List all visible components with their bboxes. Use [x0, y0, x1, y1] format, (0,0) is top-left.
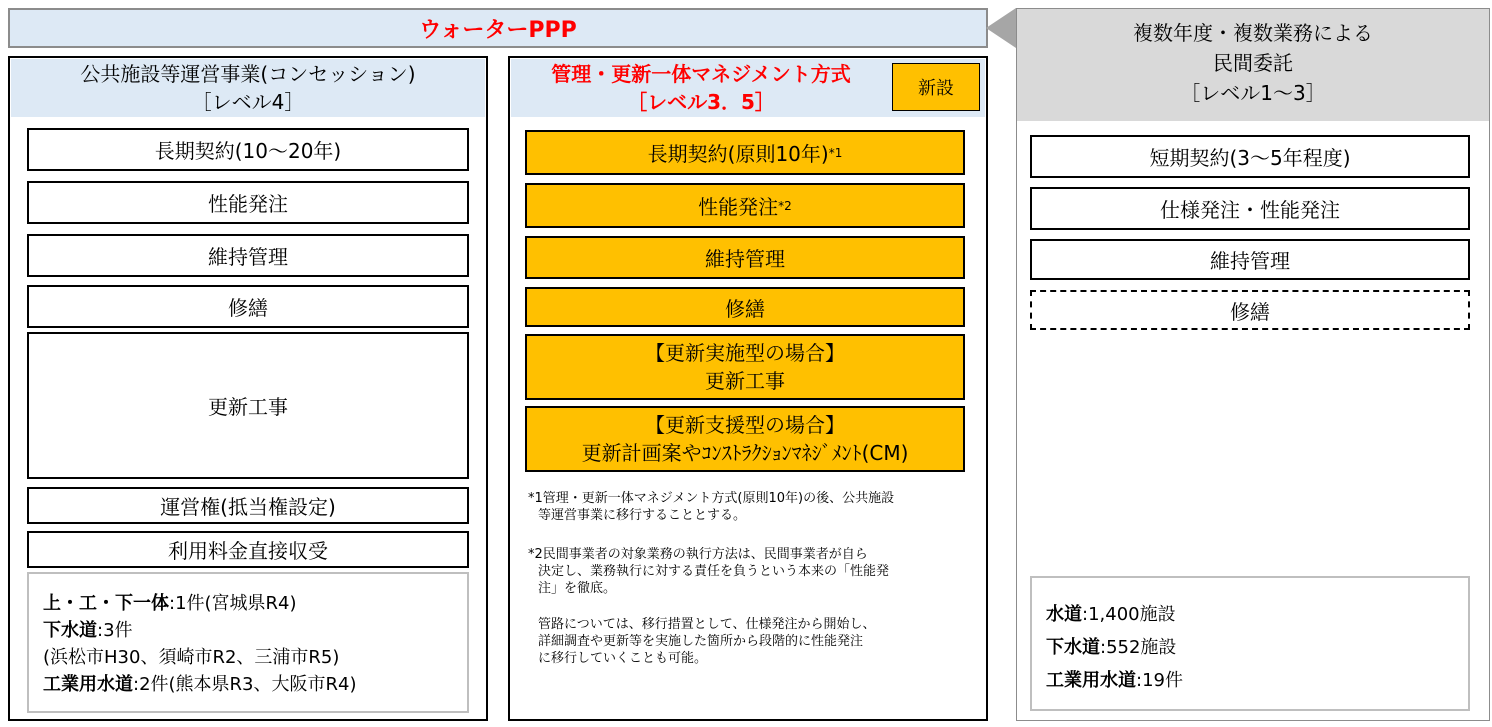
item-box: 長期契約(10～20年)	[27, 128, 469, 171]
item-box: 長期契約(原則10年) *1	[525, 130, 965, 175]
item-box: 利用料金直接収受	[27, 531, 469, 568]
item-box-dashed: 修繕	[1030, 290, 1470, 330]
concession-stats	[27, 572, 469, 713]
banner-title: ウォーターPPP	[419, 17, 577, 43]
footnote-2: *2民間事業者の対象業務の執行方法は、民間事業者が自ら 決定し、業務執行に対する責任を負うという本来の「性能発 注」を徹底。	[528, 547, 890, 596]
item-box: 修繕	[27, 285, 469, 328]
stat-line: 水道:1,400施設	[1046, 604, 1176, 625]
item-box: 維持管理	[27, 234, 469, 277]
stat-line: 工業用水道:2件(熊本県R3、大阪市R4)	[43, 674, 357, 695]
stat-line: 上・工・下一体:1件(宮城県R4)	[43, 593, 297, 614]
header-line: 管理・更新一体マネジメント方式	[551, 62, 851, 86]
item-box: 維持管理	[525, 236, 965, 279]
water-ppp-banner	[8, 8, 988, 48]
item-box: 修繕	[525, 287, 965, 327]
item-box: 維持管理	[1030, 239, 1470, 280]
renewal-support-box: 【更新支援型の場合】 更新計画案やｺﾝｽﾄﾗｸｼｮﾝﾏﾈｼﾞﾒﾝﾄ(CM)	[525, 406, 965, 472]
title-line: 民間委託	[1213, 51, 1293, 75]
stat-line: 下水道:552施設	[1046, 637, 1177, 658]
item-box: 性能発注 *2	[525, 183, 965, 228]
stat-line: (浜松市H30、須崎市R2、三浦市R5)	[43, 647, 340, 668]
new-badge: 新設	[892, 63, 980, 111]
footnote-1: *1管理・更新一体マネジメント方式(原則10年)の後、公共施設 等運営事業に移行することとする。	[528, 491, 895, 523]
left-arrow-icon	[986, 8, 1016, 48]
header-line: ［レベル3．5］	[627, 90, 775, 114]
title-line: ［レベル1～3］	[1180, 81, 1326, 105]
private-outsourcing-stats	[1030, 576, 1470, 711]
concession-header	[11, 59, 485, 117]
stat-line: 下水道:3件	[43, 620, 133, 641]
integrated-management-title	[511, 59, 891, 117]
title-line: 複数年度・複数業務による	[1133, 21, 1373, 45]
footnote-pipes: 管路については、移行措置として、仕様発注から開始し、 詳細調査や更新等を実施した箇所から段階的に性能発注 に移行していくことも可能。	[538, 617, 876, 666]
header-line: ［レベル4］	[191, 90, 305, 114]
item-box: 仕様発注・性能発注	[1030, 187, 1470, 230]
header-line: 公共施設等運営事業(コンセッション)	[80, 62, 416, 86]
stat-line: 工業用水道:19件	[1046, 670, 1183, 691]
renewal-implementation-box: 【更新実施型の場合】 更新工事	[525, 334, 965, 400]
item-box: 性能発注	[27, 181, 469, 224]
item-box: 更新工事	[27, 332, 469, 479]
item-box: 運営権(抵当権設定)	[27, 487, 469, 524]
private-outsourcing-title	[1016, 18, 1490, 108]
item-box: 短期契約(3～5年程度)	[1030, 135, 1470, 178]
